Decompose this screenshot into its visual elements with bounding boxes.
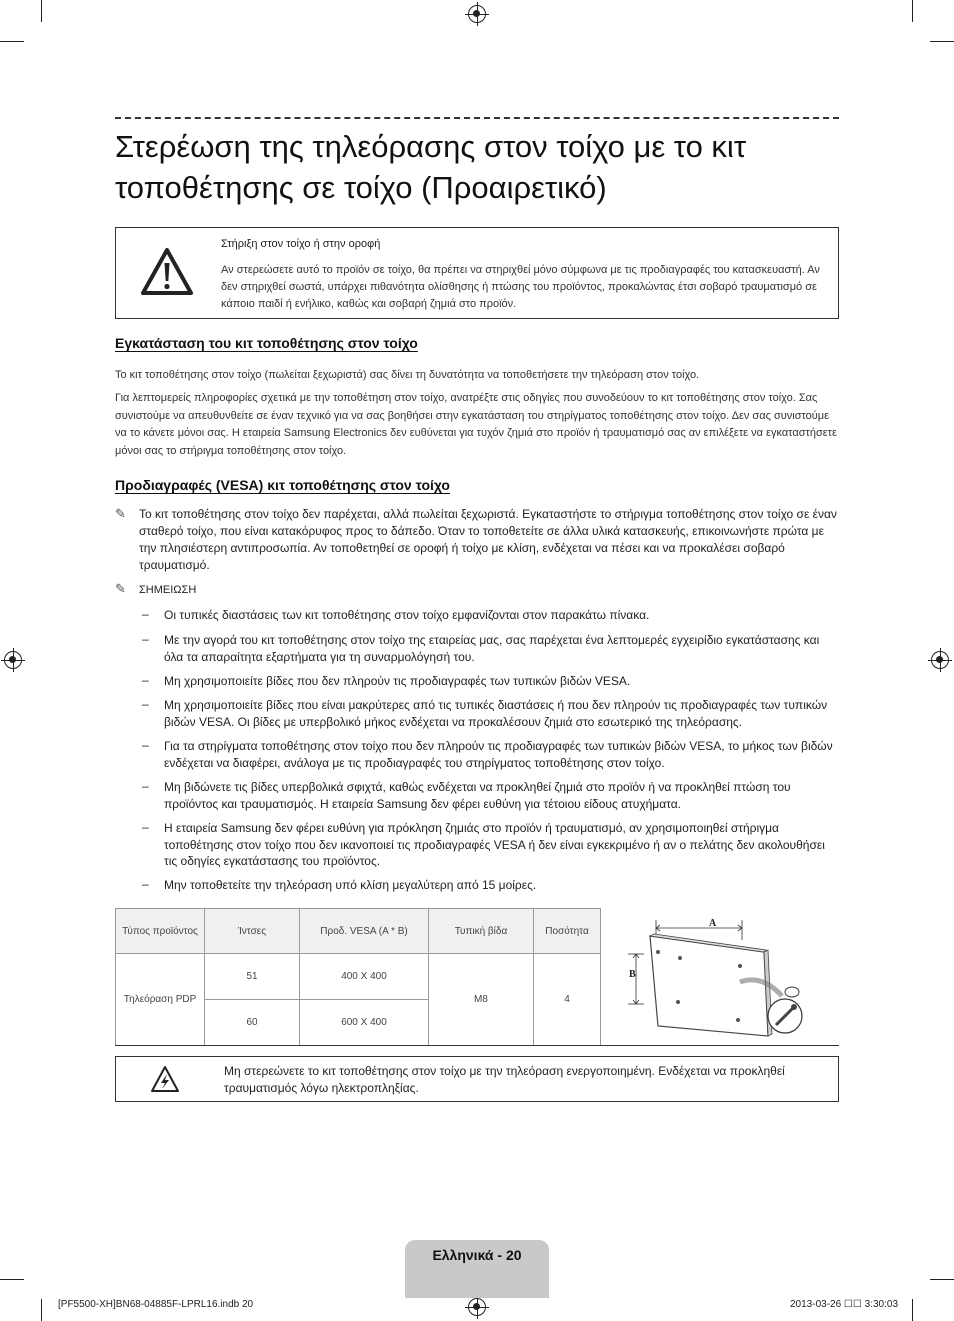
bullet-dash: – [142, 673, 149, 687]
install-paragraph-2: Για λεπτομερείς πληροφορίες σχετικά με την τοποθέτηση στον τοίχο, ανατρέξτε στις οδηγίες που συνοδεύουν το κιτ τοποθέτησης στον τοίχο. Σας συνιστούμε να απευθυνθείτε σε έναν τεχνικό για να σας βοηθήσει στην εγκατάσταση του στηρίγματος τοποθέτησης στον τοίχο. Δεν σας συνιστούμε να το κάνετε μόνοι σας. Η εταιρεία Samsung Electronics δεν ευθύνεται για τυχόν ζημιά στο προϊόν ή τραυματισμό σας αν επιλέξετε να εγκαταστήσετε μόνοι σας το στήριγμα τοποθέτησης στον τοίχο. [115, 392, 837, 457]
bullet-dash: – [142, 738, 149, 752]
registration-mark-icon [468, 5, 486, 23]
footer-file: [PF5500-XH]BN68-04885F-LPRL16.indb 20 [58, 1299, 254, 1310]
note-label: ΣΗΜΕΙΩΣΗ [139, 584, 197, 596]
crop-mark [0, 1279, 24, 1280]
page-label: Ελληνικά - 20 [432, 1247, 522, 1263]
title-rule [115, 117, 839, 119]
label-b: B [629, 969, 636, 980]
crop-mark [930, 41, 954, 42]
registration-mark-icon [931, 651, 949, 669]
pencil-note-icon: ✎ [115, 506, 126, 521]
warning-triangle-icon [140, 247, 194, 297]
registration-mark-icon [4, 651, 22, 669]
page-number-badge [405, 1240, 549, 1298]
table-cell-screw: M8 [429, 954, 534, 1046]
table-cell-qty: 4 [534, 954, 601, 1046]
bullet-text: Για τα στηρίγματα τοποθέτησης στον τοίχο που δεν πληρούν τις προδιαγραφές των τυπικών βιδών VESA, το μήκος των βιδών ενδέχεται να διαφέρει, ανάλογα με τις προδιαγραφές του στηρίγματος τοποθέτησης στον τοίχο. [164, 739, 833, 770]
bullet-dash: – [142, 697, 149, 711]
caution-box [115, 1056, 839, 1102]
bullet-text: Οι τυπικές διαστάσεις των κιτ τοποθέτησης στον τοίχο εμφανίζονται στον παρακάτω πίνακα. [164, 608, 650, 622]
page-title: Στερέωση της τηλεόρασης στον τοίχο με το κιτ τοποθέτησης σε τοίχο (Προαιρετικό) [115, 129, 747, 205]
vesa-mount-diagram [622, 914, 822, 1046]
crop-mark [0, 41, 24, 42]
table-header-row [116, 909, 601, 954]
vesa-note-text: Το κιτ τοποθέτησης στον τοίχο δεν παρέχεται, αλλά πωλείται ξεχωριστά. Εγκαταστήστε το στήριγμα τοποθέτησης στον τοίχο σε έναν σταθερό τοίχο, που είναι κατακόρυφος προς το δάπεδο. Όταν το τοποθετείτε σε άλλα υλικά κατασκευής, επικοινωνήστε πρώτα με την πλησιέστερη αντιπροσωπία. Αν τοποθετηθεί σε οροφή ή τοίχο με κλίση, ενδέχεται να πέσει και να προκαλέσει σοβαρό τραυματισμό. [139, 507, 837, 572]
bullet-text: Μη χρησιμοποιείτε βίδες που είναι μακρύτερες από τις τυπικές διαστάσεις ή που δεν πληρούν τις προδιαγραφές των τυπικών βιδών VESA. Οι βίδες με υπερβολικό μήκος ενδέχεται να προκαλέσουν ζημιά στο εσωτερικό της τηλεόρασης. [164, 698, 828, 729]
footer-date: 2013-03-26 ☐☐ 3:30:03 [790, 1299, 899, 1310]
warning-box [115, 227, 839, 319]
bullet-dash: – [142, 877, 149, 891]
table-header: Ίντσες [205, 909, 300, 954]
crop-mark [912, 0, 913, 22]
bullet-text: Μη χρησιμοποιείτε βίδες που δεν πληρούν τις προδιαγραφές των τυπικών βιδών VESA. [164, 674, 631, 688]
crop-mark [930, 1279, 954, 1280]
electric-shock-warning-icon [150, 1065, 180, 1093]
table-cell-vesa: 600 X 400 [300, 1000, 429, 1046]
bullet-dash: – [142, 779, 149, 793]
bullet-text: Η εταιρεία Samsung δεν φέρει ευθύνη για πρόκληση ζημιάς στο προϊόν ή τραυματισμό, αν χρησιμοποιηθεί στήριγμα τοποθέτησης στον τοίχο που δεν ικανοποιεί τις προδιαγραφές VESA ή δεν είναι εγκεκριμένο ή αν ο πελάτης δεν ακολουθήσει τις οδηγίες εγκατάστασης του προϊόντος. [164, 821, 825, 868]
table-cell-vesa: 400 X 400 [300, 954, 429, 1000]
bullet-text: Μη βιδώνετε τις βίδες υπερβολικά σφιχτά, καθώς ενδέχεται να προκληθεί ζημιά στο προϊόν ή να προκληθεί πτώση του προϊόντος και τραυματισμός. Η εταιρεία Samsung δεν φέρει ευθύνη για τέτοιου είδους ατυχήματα. [164, 780, 791, 811]
table-cell-product: Τηλεόραση PDP [116, 954, 205, 1046]
crop-mark [912, 1299, 913, 1321]
crop-mark [41, 1299, 42, 1321]
bullet-text: Μην τοποθετείτε την τηλεόραση υπό κλίση μεγαλύτερη από 15 μοίρες. [164, 878, 537, 892]
pencil-note-icon: ✎ [115, 581, 126, 596]
bullet-dash: – [142, 607, 149, 621]
table-header: Προδ. VESA (A * B) [300, 909, 429, 954]
table-header: Τύπος προϊόντος [116, 909, 205, 954]
install-paragraph-1: Το κιτ τοποθέτησης στον τοίχο (πωλείται ξεχωριστά) σας δίνει τη δυνατότητα να τοποθετήσετε την τηλεόραση στον τοίχο. [115, 369, 700, 381]
vesa-heading: Προδιαγραφές (VESA) κιτ τοποθέτησης στον τοίχο [115, 477, 450, 493]
table-cell-inches: 51 [205, 954, 300, 1000]
caution-text: Μη στερεώνετε το κιτ τοποθέτησης στον τοίχο με την τηλεόραση ενεργοποιημένη. Ενδέχεται να προκληθεί τραυματισμός λόγω ηλεκτροπληξίας. [224, 1064, 785, 1095]
table-cell-inches: 60 [205, 1000, 300, 1046]
table-row [116, 954, 601, 1000]
install-heading: Εγκατάσταση του κιτ τοποθέτησης στον τοίχο [115, 335, 418, 351]
bullet-dash: – [142, 820, 149, 834]
label-a: A [709, 918, 717, 929]
warning-text: Αν στερεώσετε αυτό το προϊόν σε τοίχο, θα πρέπει να στηριχθεί μόνο σύμφωνα με τις προδιαγραφές του κατασκευαστή. Αν δεν στηριχθεί σωστά, υπάρχει πιθανότητα ολίσθησης ή πτώσης του προϊόντος, προκαλώντας έτσι σοβαρό τραυματισμό σε κάποιο παιδί ή ενήλικο, καθώς και σοβαρή ζημιά στο προϊόν. [221, 264, 820, 310]
table-header: Ποσότητα [534, 909, 601, 954]
table-header: Τυπική βίδα [429, 909, 534, 954]
registration-mark-icon [468, 1298, 486, 1316]
crop-mark [41, 0, 42, 22]
warning-heading: Στήριξη στον τοίχο ή στην οροφή [221, 238, 381, 250]
vesa-spec-table [115, 908, 601, 1046]
bullet-text: Με την αγορά του κιτ τοποθέτησης στον τοίχο της εταιρείας μας, σας παρέχεται ένα λεπτομερές εγχειρίδιο εγκατάστασης και όλα τα απαραίτητα εξαρτήματα για τη συναρμολόγησή του. [164, 633, 820, 664]
bullet-dash: – [142, 632, 149, 646]
